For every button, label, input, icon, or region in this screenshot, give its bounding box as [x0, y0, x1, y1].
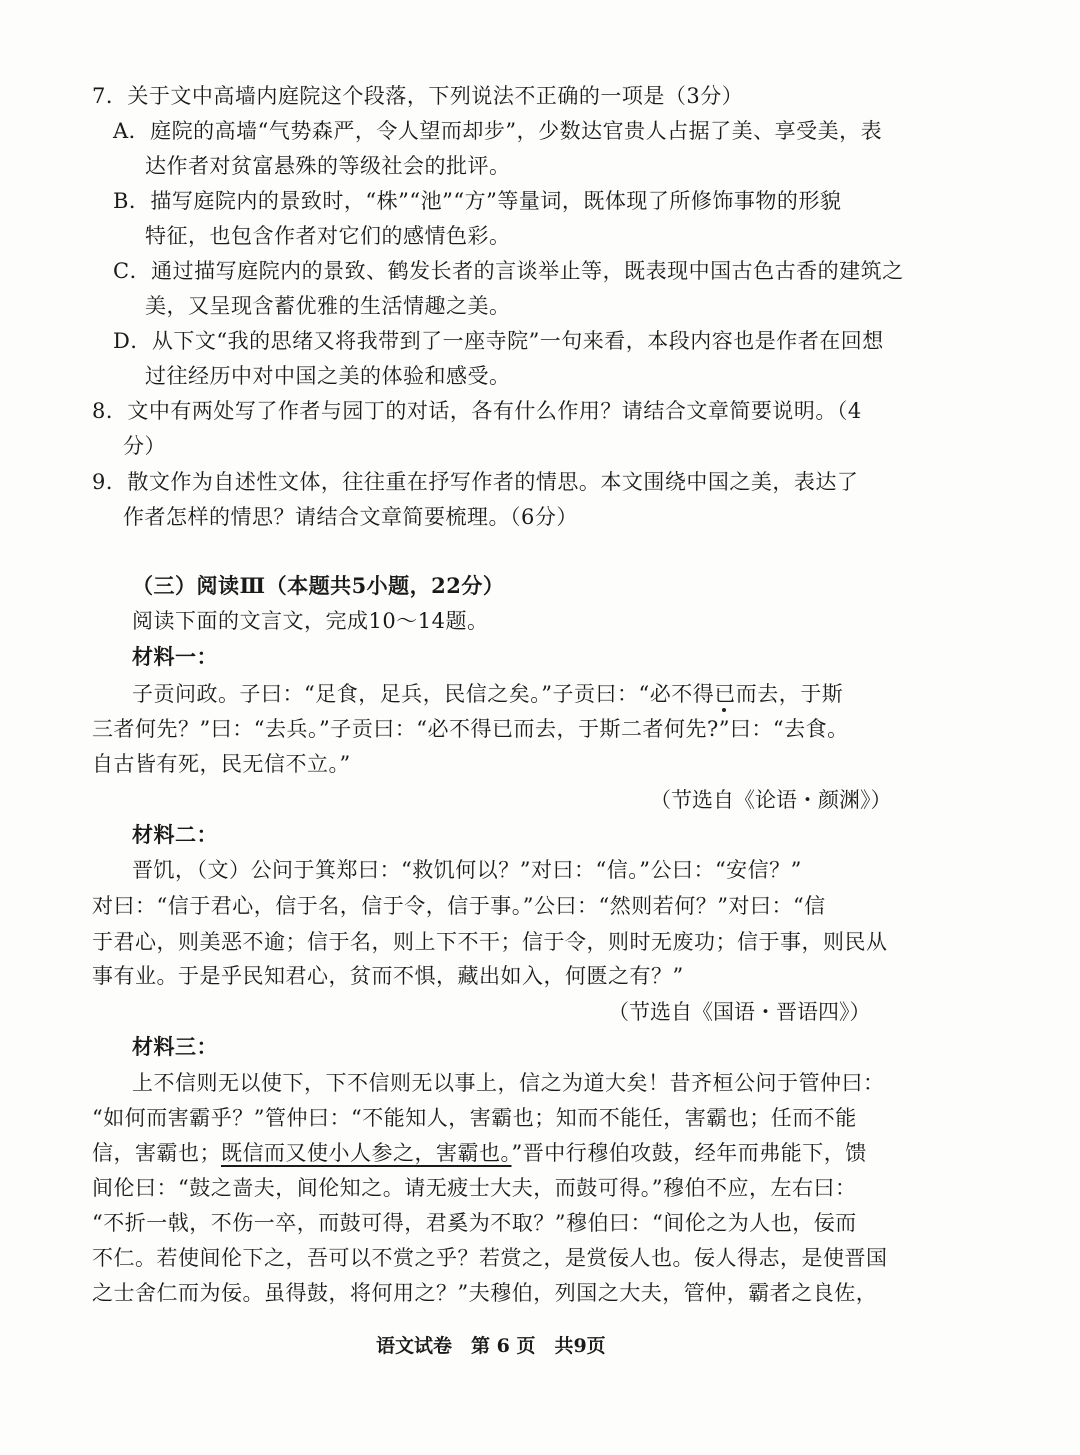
q7-option-d-line2: 过往经历中对中国之美的体验和感受。 [145, 364, 511, 388]
material2-line4: 事有业。于是乎民知君心，贫而不惧，藏出如入，何匮之有？” [92, 964, 684, 988]
material2-line2: 对曰：“信于君心，信于名，信于令，信于事。”公曰：“然则若何？”对曰：“信 [92, 894, 826, 918]
page-footer: 语文试卷 第 6 页 共9页 [376, 1335, 606, 1357]
material3-line3 [92, 1139, 867, 1167]
material3-line1: 上不信则无以使下，下不信则无以事上，信之为道大矣！昔齐桓公问于管仲曰： [132, 1071, 885, 1095]
q7-option-a-line2: 达作者对贫富悬殊的等级社会的批评。 [145, 154, 511, 178]
material1-line3: 自古皆有死，民无信不立。” [92, 752, 351, 776]
material3-label: 材料三： [132, 1034, 218, 1059]
material3-line5: “不折一戟，不伤一卒，而鼓可得，君奚为不取？”穆伯曰：“间伦之为人也，佞而 [92, 1211, 857, 1235]
emphasis-dot [722, 708, 726, 712]
q7-option-c-line1: C．通过描写庭院内的景致、鹤发长者的言谈举止等，既表现中国古色古香的建筑之 [113, 259, 904, 283]
material2-line3: 于君心，则美恶不逾；信于名，则上下不干；信于令，则时无废功；信于事，则民从 [92, 930, 888, 954]
material1-source: （节选自《论语・颜渊》） [650, 788, 892, 812]
q9-line1: 9．散文作为自述性文体，往往重在抒写作者的情思。本文围绕中国之美，表达了 [92, 470, 859, 494]
material3-line4: 间伦曰：“鼓之啬夫，间伦知之。请无疲士大夫，而鼓可得。”穆伯不应，左右曰： [92, 1176, 857, 1200]
material3-line3-start: 信，害霸也； [92, 1141, 221, 1165]
q9-line2: 作者怎样的情思？请结合文章简要梳理。（6分） [123, 505, 578, 529]
q8-line1: 8．文中有两处写了作者与园丁的对话，各有什么作用？请结合文章简要说明。（4 [92, 399, 862, 423]
material3-line7: 之士舍仁而为佞。虽得鼓，将何用之？”夫穆伯，列国之大夫，管仲，霸者之良佐， [92, 1281, 878, 1305]
underlined-sentence: 既信而又使小人参之，害霸也。 [221, 1141, 512, 1165]
q7-option-b-line2: 特征，也包含作者对它们的感情色彩。 [145, 224, 511, 248]
material2-line1: 晋饥，（文）公问于箕郑曰：“救饥何以？”对曰：“信。”公曰：“安信？” [132, 858, 802, 882]
material3-line2: “如何而害霸乎？”管仲曰：“不能知人，害霸也；知而不能任，害霸也；任而不能 [92, 1106, 857, 1130]
q7-option-a-line1: A．庭院的高墙“气势森严，令人望而却步”，少数达官贵人占据了美、享受美，表 [113, 119, 883, 143]
q7-option-b-line1: B．描写庭院内的景致时，“株”“池”“方”等量词，既体现了所修饰事物的形貌 [113, 189, 842, 213]
q7-option-d-line1: D．从下文“我的思绪又将我带到了一座寺院”一句来看，本段内容也是作者在回想 [113, 329, 884, 353]
material1-label: 材料一： [132, 644, 218, 669]
q7-option-c-line2: 美，又呈现含蓄优雅的生活情趣之美。 [145, 294, 511, 318]
section-instruction: 阅读下面的文言文，完成10～14题。 [132, 609, 489, 633]
material2-source: （节选自《国语・晋语四》） [608, 1000, 871, 1024]
section-title: （三）阅读Ⅲ（本题共5小题，22分） [132, 573, 505, 598]
q7-stem: 7．关于文中高墙内庭院这个段落，下列说法不正确的一项是（3分） [92, 84, 744, 108]
material3-line3-end: ”晋中行穆伯攻鼓，经年而弗能下，馈 [511, 1141, 867, 1165]
material2-label: 材料二： [132, 822, 218, 847]
material3-line6: 不仁。若使间伦下之，吾可以不赏之乎？若赏之，是赏佞人也。佞人得志，是使晋国 [92, 1246, 888, 1270]
q8-line2: 分） [123, 434, 166, 458]
material1-line2: 三者何先？”曰：“去兵。”子贡曰：“必不得已而去，于斯二者何先?”曰：“去食。 [92, 717, 849, 741]
material1-line1: 子贡问政。子曰：“足食，足兵，民信之矣。”子贡曰：“必不得已而去，于斯 [132, 682, 844, 706]
